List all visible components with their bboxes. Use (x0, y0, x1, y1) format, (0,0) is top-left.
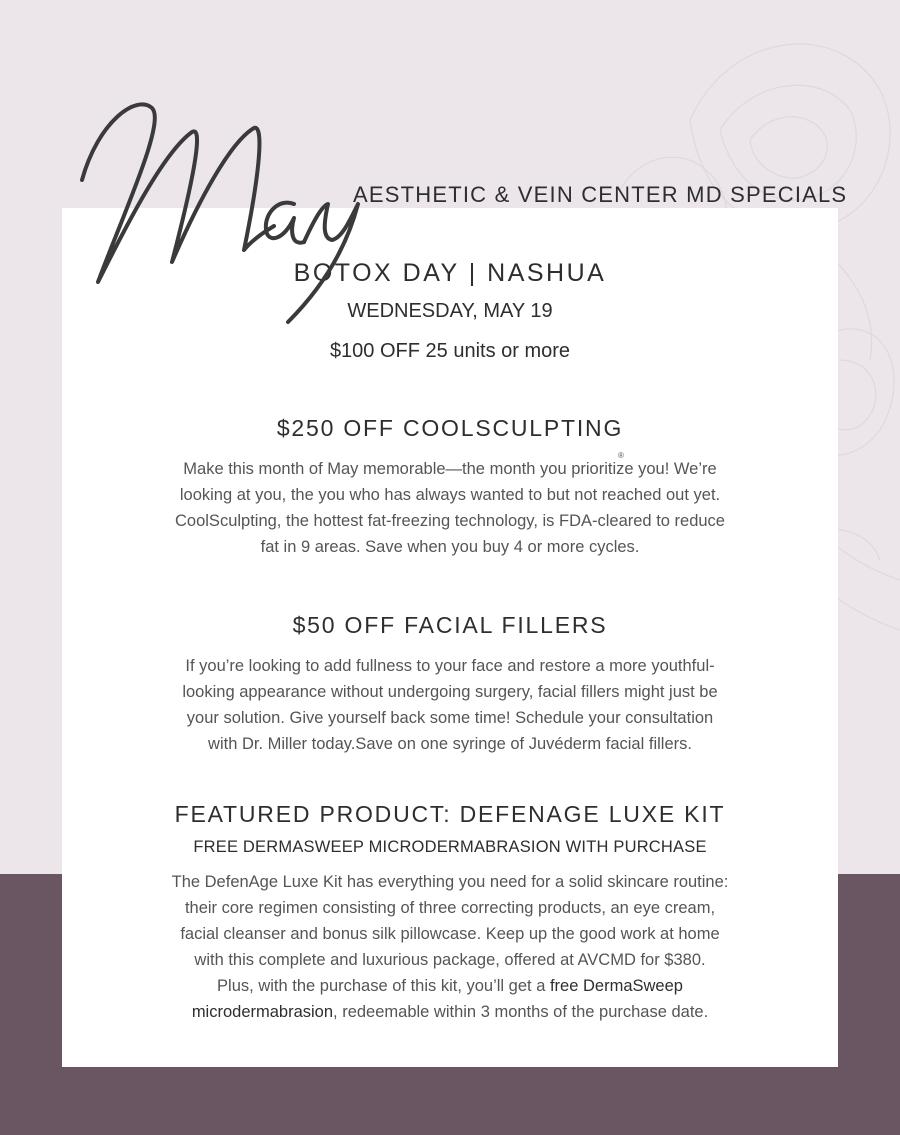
coolsculpting-description (62, 456, 838, 560)
product-line5-text: Plus, with the purchase of this kit, you’ll get a (217, 977, 550, 995)
product-line: The DefenAge Luxe Kit has everything you need for a solid skincare routine: (171, 873, 729, 891)
dermasweep-highlight: free DermaSweep (549, 977, 683, 995)
product-line6-text: , redeemable within 3 months of the purchase date. (333, 1003, 709, 1021)
fillers-line: looking appearance without undergoing surgery, facial fillers might just be (182, 683, 718, 701)
product-line (62, 973, 838, 999)
featured-product-subtitle: FREE DERMASWEEP MICRODERMABRASION WITH PURCHASE (193, 838, 707, 856)
fillers-title: $50 OFF FACIAL FILLERS (292, 612, 608, 638)
product-line (62, 999, 838, 1025)
may-script-text: May (228, 327, 230, 328)
botox-day-title: BOTOX DAY | NASHUA (293, 259, 607, 287)
featured-product-title: FEATURED PRODUCT: DEFENAGE LUXE KIT (174, 801, 726, 827)
microdermabrasion-highlight: microdermabrasion (191, 1003, 334, 1021)
product-line: their core regimen consisting of three correcting products, an eye cream, (184, 899, 716, 917)
product-line: with this complete and luxurious package, offered at AVCMD for $380. (194, 951, 706, 969)
fillers-line: your solution. Give yourself back some time! Schedule your consultation (186, 709, 714, 727)
specials-header: AESTHETIC & VEIN CENTER MD SPECIALS (353, 182, 848, 207)
coolsculpting-line: CoolSculpting, the hottest fat-freezing technology, is FDA-cleared to reduce (175, 512, 725, 530)
product-line: facial cleanser and bonus silk pillowcase. Keep up the good work at home (180, 925, 720, 943)
registered-mark: ® (618, 451, 624, 460)
fillers-line: with Dr. Miller today.Save on one syringe of Juvéderm facial fillers. (208, 735, 692, 753)
coolsculpting-line: looking at you, the you who has always wanted to but not reached out yet. (179, 486, 721, 504)
fillers-line: If you’re looking to add fullness to your face and restore a more youthful- (185, 657, 715, 675)
botox-date: WEDNESDAY, MAY 19 (347, 300, 553, 322)
featured-product-description (62, 869, 838, 1025)
botox-offer: $100 OFF 25 units or more (329, 340, 571, 362)
coolsculpting-title: $250 OFF COOLSCULPTING (276, 415, 624, 441)
may-script-title (78, 72, 378, 332)
coolsculpting-line: fat in 9 areas. Save when you buy 4 or more cycles. (260, 538, 640, 556)
coolsculpting-line: Make this month of May memorable—the month you prioritize you! We’re (183, 460, 717, 478)
fillers-description (62, 653, 838, 757)
